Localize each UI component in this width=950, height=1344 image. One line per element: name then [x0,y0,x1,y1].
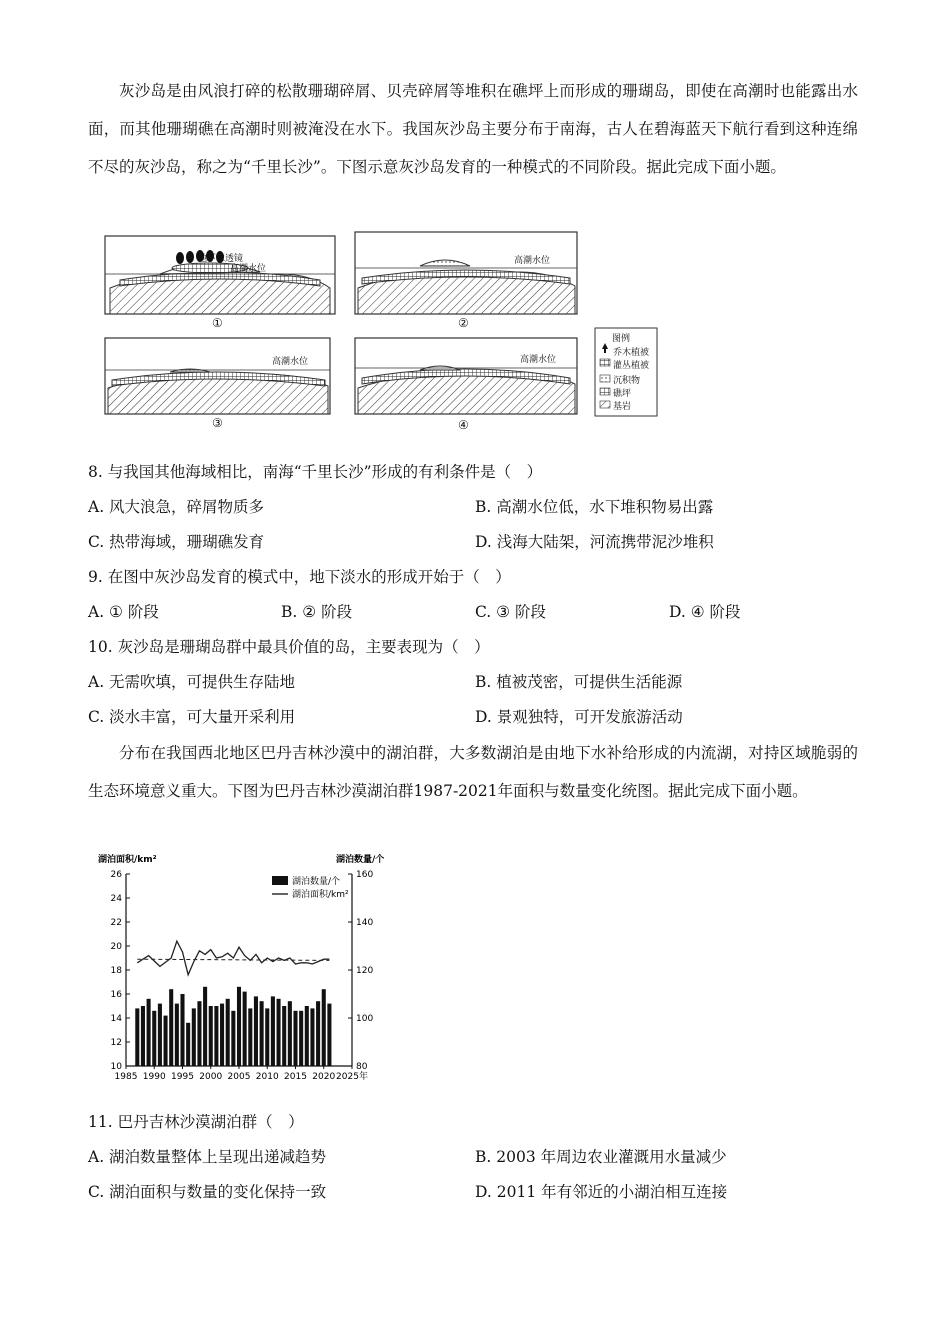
q11-option-b[interactable]: B. 2003 年周边农业灌溉用水量减少 [475,1148,727,1166]
lake-count-bar [288,1001,292,1066]
lake-count-bar [214,1006,218,1066]
lake-chart-svg [96,848,396,1088]
legend-bedrock: 基岩 [613,402,632,412]
panel-4-number: ④ [458,418,469,432]
left-tick-label: 14 [110,1014,122,1024]
q8-option-d[interactable]: D. 浅海大陆架，河流携带泥沙堆积 [475,533,714,551]
q11-option-a[interactable]: A. 湖泊数量整体上呈现出递减趋势 [88,1148,327,1166]
q9-option-a[interactable]: A. ① 阶段 [88,603,159,621]
q10-option-b[interactable]: B. 植被茂密，可提供生活能源 [475,673,683,691]
lake-area-line [137,941,329,975]
lake-count-bar [226,999,230,1066]
legend-line-label: 湖泊面积/km² [292,890,349,900]
lake-count-bar [209,1006,213,1066]
lake-count-bar [237,987,241,1066]
q11-option-c[interactable]: C. 湖泊面积与数量的变化保持一致 [88,1183,327,1201]
lake-count-bar [265,1008,269,1066]
lake-count-bar [322,989,326,1066]
lake-count-bar [327,1004,331,1066]
lake-count-bar [169,989,173,1066]
q10-option-a[interactable]: A. 无需吹填，可提供生存陆地 [88,673,296,691]
lake-count-bar [152,1011,156,1066]
lake-count-bar [175,1004,179,1066]
lake-count-bar [147,999,151,1066]
panel-3-tide-label: 高潮水位 [272,357,309,367]
lake-count-bar [248,1008,252,1066]
q10-option-c[interactable]: C. 淡水丰富，可大量开采利用 [88,708,296,726]
question-10: 10. 灰沙岛是珊瑚岛群中最具价值的岛，主要表现为（ ） [88,638,490,656]
right-tick-label: 80 [356,1062,368,1072]
x-tick-label: 1985 [114,1072,138,1082]
q10-option-d[interactable]: D. 景观独特，可开发旅游活动 [475,708,683,726]
question-9: 9. 在图中灰沙岛发育的模式中，地下淡水的形成开始于（ ） [88,568,511,586]
island-development-figure [100,228,660,438]
left-tick-label: 12 [110,1038,122,1048]
legend-title: 图例 [612,334,631,344]
panel-1 [105,236,335,314]
q9-option-c[interactable]: C. ③ 阶段 [475,603,546,621]
lake-count-bar [135,1008,139,1066]
question-11: 11. 巴丹吉林沙漠湖泊群（ ） [88,1113,304,1131]
lake-count-bar [282,1006,286,1066]
lake-count-bar [192,1008,196,1066]
lake-count-bar [271,996,275,1066]
lake-count-bar [141,1006,145,1066]
left-tick-label: 22 [110,918,122,928]
q8-option-a[interactable]: A. 风大浪急，碎屑物质多 [88,498,265,516]
x-tick-label: 1995 [171,1072,194,1082]
panel-1-tide-label: 高潮水位 [230,264,267,274]
passage-1: 灰沙岛是由风浪打碎的松散珊瑚碎屑、贝壳碎屑等堆积在礁坪上而形成的珊瑚岛，即使在高潮时也能露出水面，而其他珊瑚礁在高潮时则被淹没在水下。我国灰沙岛主要分布于南海，古人在碧海蓝天下航行看到这种连绵不尽的灰沙岛，称之为“千里长沙”。下图示意灰沙岛发育的一种模式的不同阶段。据此完成下面小题。 [88,82,858,176]
panel-4-tide-label: 高潮水位 [520,355,557,365]
panel-2-tide-label: 高潮水位 [514,256,551,266]
q8-option-b[interactable]: B. 高潮水位低，水下堆积物易出露 [475,498,714,516]
panel-4 [355,338,577,414]
left-tick-label: 20 [110,942,122,952]
right-axis-title: 湖泊数量/个 [336,855,385,865]
lake-count-bar [277,999,281,1066]
lake-count-bar [164,1016,168,1066]
panel-1-number: ① [212,316,223,330]
legend-trees: 乔木植被 [613,348,650,358]
lake-count-bar [305,1006,309,1066]
x-tick-label: 2020 [312,1072,336,1082]
q8-option-c[interactable]: C. 热带海域，珊瑚礁发育 [88,533,265,551]
island-diagram-svg [100,228,660,438]
left-axis-title: 湖泊面积/km² [98,855,157,865]
lake-count-bar [260,1001,264,1066]
legend-bar-swatch [272,876,288,885]
lake-count-bar [293,1011,297,1066]
passage-2: 分布在我国西北地区巴丹吉林沙漠中的湖泊群，大多数湖泊是由地下水补给形成的内流湖，对持区域脆弱的生态环境意义重大。下图为巴丹吉林沙漠湖泊群1987-2021年面积与数量变化统图。据此完成下面小题。 [88,744,858,800]
panel-2 [355,232,577,314]
lake-count-bar [254,996,258,1066]
right-tick-label: 140 [356,918,374,928]
x-tick-label: 2015 [284,1072,307,1082]
lake-count-bar [197,1001,201,1066]
legend-shrubs: 灌丛植被 [613,361,650,371]
right-tick-label: 120 [356,966,374,976]
lake-count-bar [316,1001,320,1066]
panel-3-number: ③ [212,416,223,430]
lake-count-bar [180,994,184,1066]
lake-count-bar [158,1004,162,1066]
lake-count-bar [310,1008,314,1066]
left-tick-label: 26 [110,870,122,880]
q9-option-b[interactable]: B. ② 阶段 [281,603,353,621]
x-tick-label: 2025年 [336,1072,368,1082]
q9-option-d[interactable]: D. ④ 阶段 [669,603,741,621]
x-tick-label: 2005 [227,1072,251,1082]
lake-count-bar [299,1011,303,1066]
groundwater-lens-label: 地下水透镜 [198,254,244,264]
lake-chart [96,848,396,1088]
panel-3 [105,338,330,414]
lake-area-trend [137,959,329,960]
lake-count-bar [220,1004,224,1066]
lake-count-bar [243,992,247,1066]
legend-reef-flat: 礁坪 [613,389,632,399]
lake-count-bar [231,1011,235,1066]
left-tick-label: 18 [110,966,122,976]
x-tick-label: 2000 [199,1072,223,1082]
question-8: 8. 与我国其他海域相比，南海“千里长沙”形成的有利条件是（ ） [88,463,543,481]
right-tick-label: 100 [356,1014,374,1024]
q11-option-d[interactable]: D. 2011 年有邻近的小湖泊相互连接 [475,1183,728,1201]
legend-bar-label: 湖泊数量/个 [292,877,341,887]
left-tick-label: 16 [110,990,122,1000]
legend-sediment: 沉积物 [613,376,641,386]
lake-count-bar [203,987,207,1066]
lake-count-bar [186,1023,190,1066]
left-tick-label: 10 [110,1062,122,1072]
left-tick-label: 24 [110,894,122,904]
x-tick-label: 2010 [255,1072,279,1082]
panel-2-number: ② [458,316,469,330]
x-tick-label: 1990 [142,1072,166,1082]
right-tick-label: 160 [356,870,374,880]
